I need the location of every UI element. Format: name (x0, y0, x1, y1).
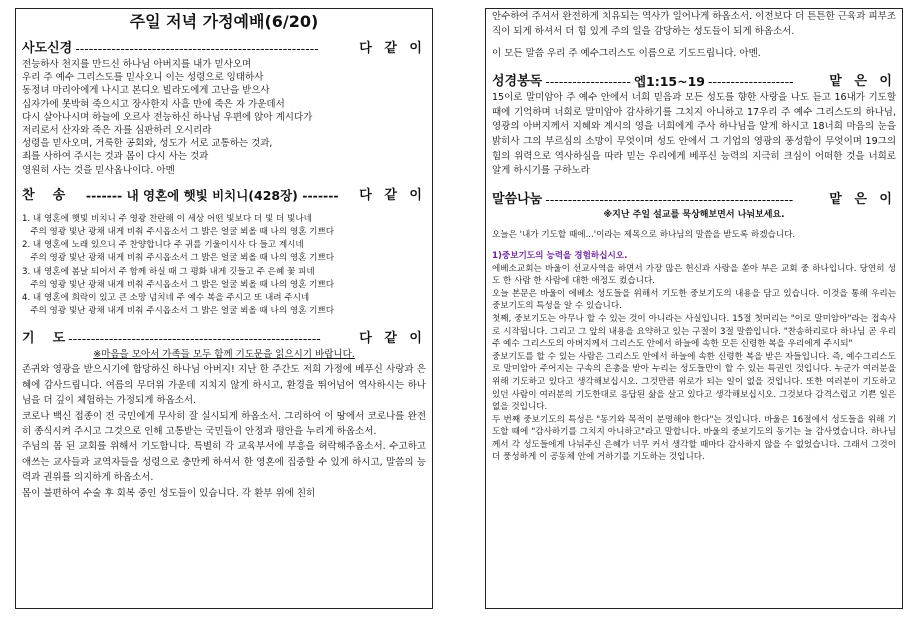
sermon-paragraph: 오늘 본문은 바울이 에베소 성도들을 위해서 기도한 중보기도의 내용을 담고 있습니다. 이것을 통해 우리는 중보기도의 특성을 알 수 있습니다. (492, 288, 896, 312)
hymn-title: ------- 내 영혼에 햇빛 비치니(428장) ------- (85, 187, 339, 203)
creed-line: 저리로서 산자와 죽은 자를 심판하러 오시리라 (22, 125, 212, 137)
hymn-line: 주의 영광 빛난 광채 내게 비춰 주시옵소서 그 밝은 얼굴 뵈올 때 나의 영혼 기쁘다 (22, 306, 335, 317)
sermon-dashes: ------------------------------------------------------- (545, 191, 794, 207)
creed-label: 사도신경 (22, 41, 73, 56)
right-page (485, 8, 903, 609)
prayer-heading (16, 330, 432, 348)
creed-tag: 다 같 이 (359, 41, 426, 56)
sermon-paragraph: 중보기도를 할 수 있는 사람은 그리스도 안에서 하늘에 속한 신령한 복을 받은 자들입니다. 즉, 예수그리스도로 말미암아 주어지는 구속의 은총을 받아 누리는 성도들만이 할 수 있는 특권인 것입니다. 누군가 여러분을 위해 기도하고 있다고 생각해보십시오. 그것만큼 위로가 되는 일이 없을 것입니다. 또한 여러분이 기도하고 있던 사람이 여러분의 기도한대로 응답된 삶을 살고 있다고 생각해보십시오. 그것보다 감격스럽고 기쁜 일은 없을 것입니다. (492, 351, 896, 413)
hymn-line: 주의 영광 빛난 광채 내게 비춰 주시옵소서 그 밝은 얼굴 뵈올 때 나의 영혼 기쁘다 (22, 253, 335, 264)
sermon-point-heading: 1)중보기도의 능력을 경험하십시오. (492, 250, 628, 261)
creed-dashes: ------------------------------------------------------ (75, 41, 319, 56)
hymn-line: 1. 내 영혼에 햇빛 비치니 주 영광 찬란해 이 세상 어떤 빛보다 더 빛 더 빛나네 (22, 213, 312, 224)
sermon-body (486, 263, 902, 465)
sermon-heading (486, 191, 902, 209)
prayer-paragraph: 코로나 백신 접종이 전 국민에게 무사히 잘 실시되게 하옵소서. 그리하여 이 땅에서 코로나를 완전히 종식시켜 주시고 그것으로 인해 고통받는 국민들이 안정과 평안을 누리게 하옵소서. (22, 410, 426, 438)
creed-line: 성령을 믿사오며, 거룩한 공회와, 성도가 서로 교통하는 것과, (22, 138, 273, 150)
scripture-dashes-left: ------------------- (545, 74, 631, 90)
prayer-tag: 다 같 이 (359, 331, 426, 347)
prayer-label: 기 도 (22, 331, 66, 347)
hymn-line: 2. 내 영혼에 노래 있으니 주 찬양합니다 주 귀를 기울이시사 다 들고 계시네 (22, 240, 304, 251)
creed-line: 우리 주 예수 그리스도를 믿사오니 이는 성령으로 잉태하사 (22, 72, 264, 84)
scripture-text: 15이로 말미암아 주 예수 안에서 너희 믿음과 모든 성도를 향한 사랑을 나도 듣고 16내가 기도할 때에 기억하며 너희로 말미암아 감사하기를 그치지 아니하고 17우리 주 예수 그리스도의 하나님, 영광의 아버지께서 지혜와 계시의 영을 너희에게 주사 하나님을 알게 하시고 18너희 마음의 눈을 밝히사 그의 부르심의 소망이 무엇이며 성도 안에서 그 기업의 영광의 풍성함이 무엇이며 19그의 힘의 위력으로 역사하심을 따라 믿는 우리에게 베푸신 능력의 지극히 크심이 어떠한 것을 너희로 알게 하시기를 구하노라 (492, 92, 896, 177)
sermon-paragraph: 첫째, 중보기도는 아무나 할 수 있는 것이 아니라는 사실입니다. 15절 첫머리는 "이로 말미암아"라는 접속사로 시작됩니다. 그리고 그 앞의 내용을 요약하고 있는 구절이 3절 말씀입니다. "찬송하리로다 하나님 곧 우리 주 예수 그리스도의 아버지께서 그리스도 안에서 하늘에 속한 모든 신령한 복을 우리에게 주시되" (492, 313, 896, 350)
prayer-paragraph: 주님의 몸 된 교회를 위해서 기도합니다. 특별히 각 교육부서에 부흥을 허락해주옵소서. 수고하고 애쓰는 교사들과 교역자들을 성령으로 충만케 하셔서 한 영혼에 집중할 수 있게 하시고, 말씀의 능력과 권위를 의지하게 하옵소서. (22, 441, 426, 484)
hymn-line: 4. 내 영혼에 희락이 있고 큰 소망 넘치네 주 예수 복을 주시고 또 내려 주시네 (22, 293, 310, 304)
scripture-dashes-right: ------------------- (707, 74, 794, 90)
hymn-heading (16, 187, 432, 205)
prayer-continued: 안수하여 주셔서 완전하게 치유되는 역사가 일어나게 하옵소서. 이전보다 더 튼튼한 근육과 피부조직이 되게 하셔서 더 힘 있게 주의 일을 감당하는 성도들이 되게 하옵소서. (492, 11, 896, 38)
scripture-heading (486, 73, 902, 91)
hymn-tag: 다 같 이 (359, 187, 426, 203)
creed-line: 전능하사 천지를 만드신 하나님 아버지를 내가 믿사오며 (22, 59, 252, 70)
scripture-reference: 엡1:15~19 (633, 74, 705, 90)
page-title: 주일 저녁 가정예배(6/20) (129, 12, 319, 31)
creed-line: 동정녀 마리아에게 나시고 본디오 빌라도에게 고난을 받으사 (22, 85, 270, 97)
prayer-paragraph: 몸이 불편하여 수술 후 회복 중인 성도들이 있습니다. 각 환부 위에 친히 (22, 487, 316, 499)
scripture-tag: 맡 은 이 (829, 74, 896, 90)
hymn-lyrics (16, 213, 432, 319)
left-page (15, 8, 433, 609)
sermon-label: 말씀나눔 (492, 191, 543, 207)
creed-line: 십자가에 못박혀 죽으시고 장사한지 사흘 만에 죽은 자 가운데서 (22, 98, 285, 110)
prayer-text (16, 362, 432, 501)
hymn-line: 주의 영광 빛난 광채 내게 비춰 주시옵소서 그 밝은 얼굴 뵈올 때 나의 영혼 기쁘다 (22, 279, 335, 290)
hymn-line: 3. 내 영혼에 봄날 되어서 주 함께 하실 때 그 평화 내게 깃들고 주 은혜 꽃 피네 (22, 266, 315, 277)
scripture-label: 성경봉독 (492, 74, 543, 90)
creed-line: 영원히 사는 것을 믿사옵나이다. 아멘 (22, 164, 175, 176)
prayer-dashes: -------------------------------------------------------- (68, 331, 321, 347)
creed-line: 죄를 사하여 주시는 것과 몸이 다시 사는 것과 (22, 151, 209, 163)
prayer-note: ※마음을 모아서 가족들 모두 함께 기도문을 읽으시기 바랍니다. (93, 349, 355, 361)
hymn-line: 주의 영광 빛난 광채 내게 비춰 주시옵소서 그 밝은 얼굴 뵈올 때 나의 영혼 기쁘다 (22, 227, 335, 238)
sermon-tag: 맡 은 이 (829, 191, 896, 207)
creed-line: 다시 살아나시며 하늘에 오르사 전능하신 하나님 우편에 앉아 계시다가 (22, 111, 313, 123)
prayer-closing: 이 모든 말씀 우리 주 예수그리스도 이름으로 기도드립니다. 아멘. (492, 47, 761, 59)
hymn-label: 찬 송 (22, 187, 66, 203)
creed-heading (16, 40, 432, 58)
sermon-paragraph: 두 번째 중보기도의 특성은 "동기와 목적이 분명해야 한다"는 것입니다. 바울은 16절에서 성도들을 위해 기도할 때에 "감사하기를 그치지 아니하고"라고 말합니다. 바울의 중보기도의 동기는 늘 감사였습니다. 하나님께서 각 성도들에게 나눠주신 은혜가 너무 커서 생각할 때마다 감사하지 않을 수 없었습니다. 그래서 그것이 더 풍성하게 이 공동체 안에 거하기를 기도하는 것입니다. (492, 414, 896, 463)
sermon-paragraph: 에베소교회는 바울이 선교사역을 하면서 가장 많은 헌신과 사랑을 쏟아 부은 교회 중 하나입니다. 당연히 성도 한 사람 한 사람에 대한 애정도 컸습니다. (492, 263, 896, 287)
sermon-note: ※지난 주일 설교를 묵상해보면서 나눠보세요. (603, 209, 785, 220)
prayer-paragraph: 존귀와 영광을 받으시기에 합당하신 하나님 아버지! 지난 한 주간도 저희 가정에 베푸신 사랑과 은혜에 감사드립니다. 여름의 무더위 가운데 지치지 않게 하시고, 환경을 뛰어넘어 역사하시는 하나님을 더 깊이 체험하는 가정되게 하옵소서. (22, 364, 426, 407)
sermon-intro: 오늘은 '내가 기도할 때에...'이라는 제목으로 하나님의 말씀을 받도록 하겠습니다. (492, 230, 796, 241)
creed-text (16, 58, 432, 177)
